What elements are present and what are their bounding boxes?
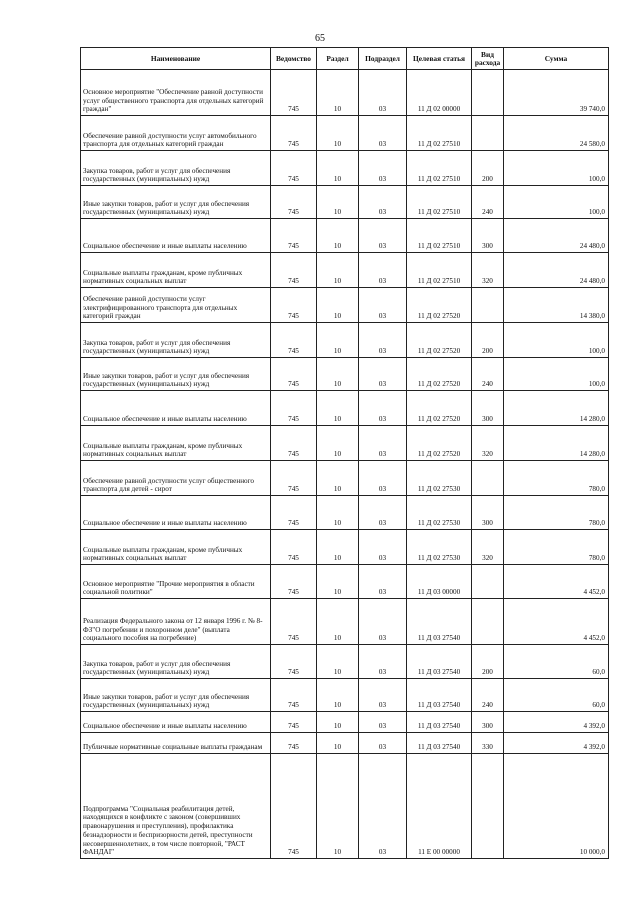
cell-razdel: 10 <box>317 733 359 754</box>
cell-ved: 745 <box>271 151 317 186</box>
cell-razdel: 10 <box>317 712 359 733</box>
cell-name: Основное мероприятие "Обеспечение равной доступности услуг общественного транспорта для отдельных категорий граждан" <box>81 70 271 116</box>
cell-summa: 60,0 <box>504 679 609 712</box>
cell-razdel: 10 <box>317 391 359 426</box>
cell-summa: 24 580,0 <box>504 116 609 151</box>
table-row <box>81 645 609 679</box>
header-podrazdel: Подраздел <box>359 48 407 70</box>
table-header-row <box>81 48 609 70</box>
table-body <box>81 70 609 859</box>
cell-summa: 4 392,0 <box>504 712 609 733</box>
cell-name: Иные закупки товаров, работ и услуг для обеспечения государственных (муниципальных) нужд <box>81 358 271 391</box>
cell-summa: 14 280,0 <box>504 426 609 461</box>
cell-summa: 4 452,0 <box>504 565 609 599</box>
table-row <box>81 733 609 754</box>
cell-celevaya: 11 Д 02 00000 <box>407 70 472 116</box>
cell-celevaya: 11 Д 02 27520 <box>407 391 472 426</box>
cell-summa: 100,0 <box>504 358 609 391</box>
cell-name: Публичные нормативные социальные выплаты гражданам <box>81 733 271 754</box>
cell-podrazdel: 03 <box>359 391 407 426</box>
table-row <box>81 679 609 712</box>
cell-ved: 745 <box>271 496 317 530</box>
table-row <box>81 70 609 116</box>
cell-name: Социальное обеспечение и иные выплаты населению <box>81 219 271 253</box>
cell-celevaya: 11 Д 03 00000 <box>407 565 472 599</box>
cell-razdel: 10 <box>317 219 359 253</box>
cell-vid: 330 <box>472 733 504 754</box>
cell-vid: 300 <box>472 712 504 733</box>
cell-name: Закупка товаров, работ и услуг для обеспечения государственных (муниципальных) нужд <box>81 151 271 186</box>
cell-ved: 745 <box>271 186 317 219</box>
cell-vid <box>472 288 504 323</box>
cell-name: Закупка товаров, работ и услуг для обеспечения государственных (муниципальных) нужд <box>81 645 271 679</box>
cell-vid: 320 <box>472 530 504 565</box>
cell-ved: 745 <box>271 358 317 391</box>
cell-vid: 240 <box>472 186 504 219</box>
cell-vid: 300 <box>472 391 504 426</box>
cell-razdel: 10 <box>317 186 359 219</box>
cell-name: Закупка товаров, работ и услуг для обеспечения государственных (муниципальных) нужд <box>81 323 271 358</box>
cell-razdel: 10 <box>317 496 359 530</box>
cell-podrazdel: 03 <box>359 712 407 733</box>
cell-celevaya: 11 Д 02 27510 <box>407 151 472 186</box>
cell-name: Иные закупки товаров, работ и услуг для обеспечения государственных (муниципальных) нужд <box>81 186 271 219</box>
cell-ved: 745 <box>271 461 317 496</box>
cell-ved: 745 <box>271 70 317 116</box>
cell-celevaya: 11 Д 03 27540 <box>407 599 472 645</box>
cell-podrazdel: 03 <box>359 186 407 219</box>
table-row <box>81 323 609 358</box>
header-celevaya: Целевая статья <box>407 48 472 70</box>
cell-podrazdel: 03 <box>359 679 407 712</box>
cell-ved: 745 <box>271 219 317 253</box>
cell-celevaya: 11 Д 02 27520 <box>407 288 472 323</box>
cell-razdel: 10 <box>317 530 359 565</box>
cell-razdel: 10 <box>317 116 359 151</box>
cell-celevaya: 11 Е 00 00000 <box>407 754 472 859</box>
cell-ved: 745 <box>271 733 317 754</box>
table-row <box>81 599 609 645</box>
cell-summa: 100,0 <box>504 151 609 186</box>
cell-razdel: 10 <box>317 70 359 116</box>
cell-podrazdel: 03 <box>359 496 407 530</box>
cell-razdel: 10 <box>317 358 359 391</box>
cell-vid: 240 <box>472 679 504 712</box>
cell-celevaya: 11 Д 02 27510 <box>407 253 472 288</box>
cell-ved: 745 <box>271 712 317 733</box>
cell-summa: 780,0 <box>504 461 609 496</box>
cell-name: Основное мероприятие "Прочие мероприятия в области социальной политики" <box>81 565 271 599</box>
table-row <box>81 116 609 151</box>
cell-podrazdel: 03 <box>359 599 407 645</box>
cell-vid: 300 <box>472 496 504 530</box>
cell-vid <box>472 599 504 645</box>
cell-razdel: 10 <box>317 679 359 712</box>
cell-podrazdel: 03 <box>359 116 407 151</box>
cell-podrazdel: 03 <box>359 530 407 565</box>
header-summa: Сумма <box>504 48 609 70</box>
cell-celevaya: 11 Д 02 27510 <box>407 186 472 219</box>
cell-name: Социальные выплаты гражданам, кроме публичных нормативных социальных выплат <box>81 426 271 461</box>
cell-summa: 100,0 <box>504 323 609 358</box>
cell-celevaya: 11 Д 02 27530 <box>407 530 472 565</box>
cell-celevaya: 11 Д 02 27530 <box>407 461 472 496</box>
cell-podrazdel: 03 <box>359 426 407 461</box>
cell-celevaya: 11 Д 02 27520 <box>407 426 472 461</box>
page-number: 65 <box>315 33 325 44</box>
cell-summa: 100,0 <box>504 186 609 219</box>
cell-vid <box>472 116 504 151</box>
cell-ved: 745 <box>271 323 317 358</box>
cell-vid: 300 <box>472 219 504 253</box>
cell-celevaya: 11 Д 03 27540 <box>407 733 472 754</box>
cell-ved: 745 <box>271 530 317 565</box>
cell-summa: 14 280,0 <box>504 391 609 426</box>
table-row <box>81 151 609 186</box>
cell-podrazdel: 03 <box>359 358 407 391</box>
cell-summa: 4 452,0 <box>504 599 609 645</box>
cell-celevaya: 11 Д 02 27520 <box>407 323 472 358</box>
cell-ved: 745 <box>271 565 317 599</box>
table-row <box>81 565 609 599</box>
cell-vid <box>472 754 504 859</box>
table-row <box>81 358 609 391</box>
cell-vid: 240 <box>472 358 504 391</box>
cell-celevaya: 11 Д 03 27540 <box>407 645 472 679</box>
cell-vid <box>472 70 504 116</box>
header-razdel: Раздел <box>317 48 359 70</box>
cell-razdel: 10 <box>317 645 359 679</box>
cell-ved: 745 <box>271 754 317 859</box>
cell-name: Социальное обеспечение и иные выплаты населению <box>81 496 271 530</box>
cell-name: Иные закупки товаров, работ и услуг для обеспечения государственных (муниципальных) нужд <box>81 679 271 712</box>
cell-summa: 39 740,0 <box>504 70 609 116</box>
cell-name: Подпрограмма "Социальная реабилитация детей, находящихся в конфликте с законом (совершивших правонарушения и преступления), профилактика безнадзорности и беспризорности детей, преступности несовершеннолетних, в том числе повторной, "РАСТ ФАНДАІ" <box>81 754 271 859</box>
cell-razdel: 10 <box>317 426 359 461</box>
cell-ved: 745 <box>271 116 317 151</box>
cell-podrazdel: 03 <box>359 288 407 323</box>
cell-summa: 4 392,0 <box>504 733 609 754</box>
cell-podrazdel: 03 <box>359 151 407 186</box>
table-row <box>81 754 609 859</box>
cell-celevaya: 11 Д 02 27530 <box>407 496 472 530</box>
header-ved: Ведомство <box>271 48 317 70</box>
cell-name: Социальное обеспечение и иные выплаты населению <box>81 391 271 426</box>
cell-podrazdel: 03 <box>359 754 407 859</box>
cell-summa: 24 480,0 <box>504 219 609 253</box>
table-row <box>81 253 609 288</box>
cell-vid: 200 <box>472 151 504 186</box>
cell-celevaya: 11 Д 03 27540 <box>407 712 472 733</box>
cell-summa: 780,0 <box>504 530 609 565</box>
cell-summa: 14 380,0 <box>504 288 609 323</box>
cell-celevaya: 11 Д 03 27540 <box>407 679 472 712</box>
table-row <box>81 391 609 426</box>
cell-ved: 745 <box>271 426 317 461</box>
cell-razdel: 10 <box>317 754 359 859</box>
cell-summa: 10 000,0 <box>504 754 609 859</box>
cell-ved: 745 <box>271 679 317 712</box>
cell-summa: 60,0 <box>504 645 609 679</box>
cell-name: Обеспечение равной доступности услуг общественного транспорта для детей - сирот <box>81 461 271 496</box>
cell-celevaya: 11 Д 02 27510 <box>407 116 472 151</box>
table-row <box>81 712 609 733</box>
cell-razdel: 10 <box>317 565 359 599</box>
cell-razdel: 10 <box>317 323 359 358</box>
cell-podrazdel: 03 <box>359 323 407 358</box>
cell-name: Социальные выплаты гражданам, кроме публичных нормативных социальных выплат <box>81 530 271 565</box>
cell-name: Обеспечение равной доступности услуг автомобильного транспорта для отдельных категорий граждан <box>81 116 271 151</box>
cell-ved: 745 <box>271 288 317 323</box>
cell-podrazdel: 03 <box>359 565 407 599</box>
table-row <box>81 219 609 253</box>
cell-vid: 200 <box>472 323 504 358</box>
cell-ved: 745 <box>271 645 317 679</box>
cell-ved: 745 <box>271 391 317 426</box>
cell-summa: 780,0 <box>504 496 609 530</box>
table-row <box>81 288 609 323</box>
cell-name: Социальное обеспечение и иные выплаты населению <box>81 712 271 733</box>
cell-name: Социальные выплаты гражданам, кроме публичных нормативных социальных выплат <box>81 253 271 288</box>
table-row <box>81 496 609 530</box>
table-row <box>81 426 609 461</box>
cell-razdel: 10 <box>317 288 359 323</box>
header-vid: Вид расхода <box>472 48 504 70</box>
cell-vid: 200 <box>472 645 504 679</box>
cell-podrazdel: 03 <box>359 733 407 754</box>
cell-vid <box>472 565 504 599</box>
table-row <box>81 461 609 496</box>
cell-ved: 745 <box>271 253 317 288</box>
cell-celevaya: 11 Д 02 27510 <box>407 219 472 253</box>
cell-vid <box>472 461 504 496</box>
cell-vid: 320 <box>472 253 504 288</box>
cell-podrazdel: 03 <box>359 253 407 288</box>
cell-ved: 745 <box>271 599 317 645</box>
cell-summa: 24 480,0 <box>504 253 609 288</box>
header-name: Наименование <box>81 48 271 70</box>
cell-podrazdel: 03 <box>359 461 407 496</box>
cell-podrazdel: 03 <box>359 645 407 679</box>
table-row <box>81 530 609 565</box>
budget-table <box>80 47 609 859</box>
cell-razdel: 10 <box>317 599 359 645</box>
cell-podrazdel: 03 <box>359 70 407 116</box>
cell-name: Реализация Федерального закона от 12 января 1996 г. № 8-ФЗ"О погребении и похоронном деле" (выплата социального пособия на погребение) <box>81 599 271 645</box>
cell-razdel: 10 <box>317 253 359 288</box>
cell-name: Обеспечение равной доступности услуг электрифицированного транспорта для отдельных категорий граждан <box>81 288 271 323</box>
cell-razdel: 10 <box>317 151 359 186</box>
cell-celevaya: 11 Д 02 27520 <box>407 358 472 391</box>
cell-razdel: 10 <box>317 461 359 496</box>
cell-podrazdel: 03 <box>359 219 407 253</box>
cell-vid: 320 <box>472 426 504 461</box>
table-row <box>81 186 609 219</box>
